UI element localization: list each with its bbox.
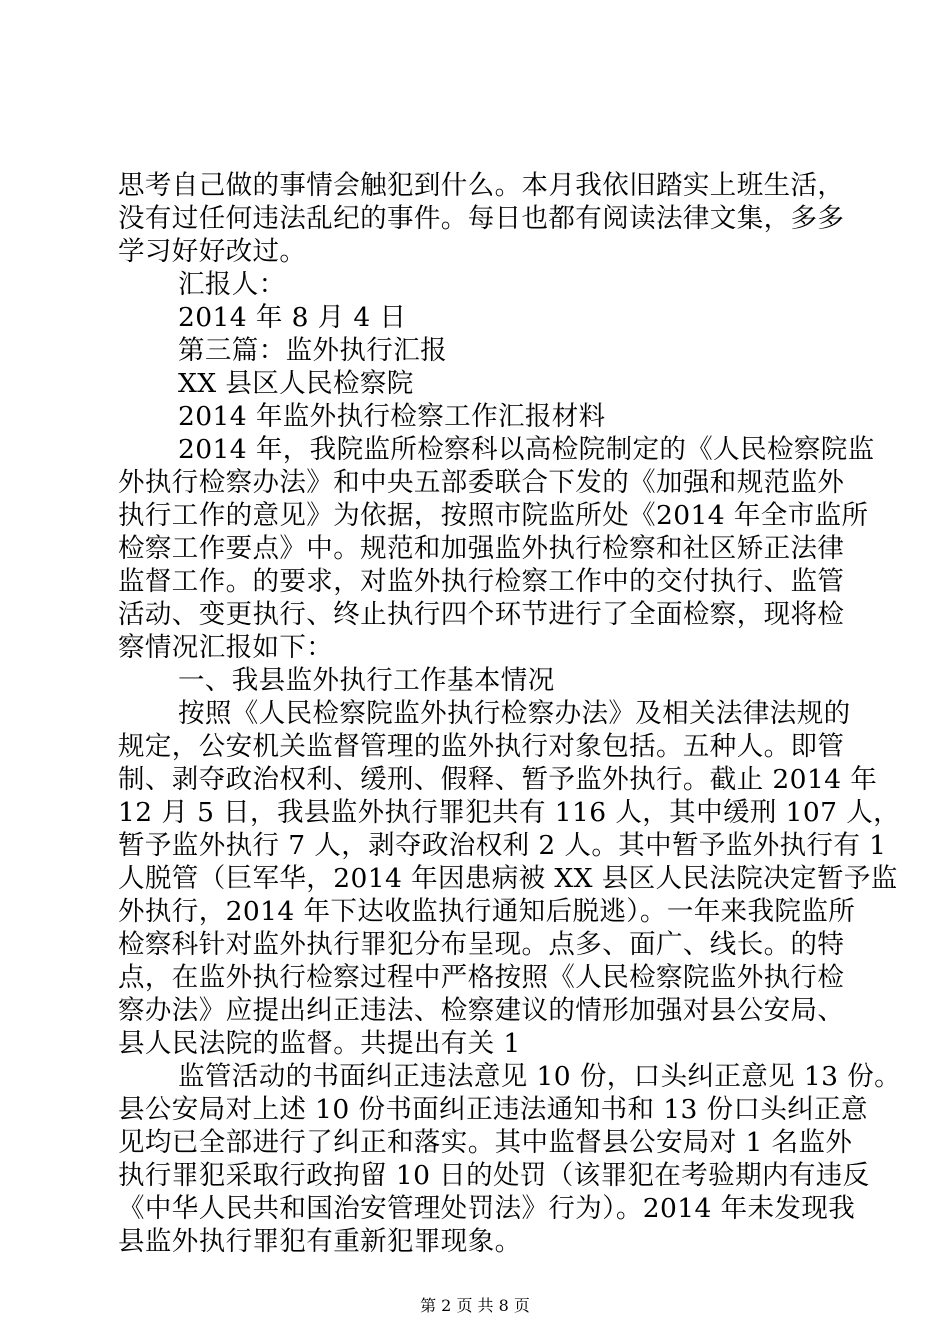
report-date: 2014 年 8 月 4 日 <box>178 302 407 333</box>
text-line: 外执行，2014 年下达收监执行通知后脱逃）。一年来我院监所 <box>118 896 856 927</box>
organization-name: XX 县区人民检察院 <box>178 368 414 399</box>
page-number-footer: 第 2 页 共 8 页 <box>420 1296 530 1315</box>
text-line: 外执行检察办法》和中央五部委联合下发的《加强和规范监外 <box>118 467 845 498</box>
text-line: 学习好好改过。 <box>118 236 307 267</box>
text-line: 察办法》应提出纠正违法、检察建议的情形加强对县公安局、 <box>118 995 845 1026</box>
signature-label: 汇报人： <box>178 269 286 300</box>
text-line: 检察工作要点》中。规范和加强监外执行检察和社区矫正法律 <box>118 533 845 564</box>
text-line: 执行罪犯采取行政拘留 10 日的处罚（该罪犯在考验期内有违反 <box>118 1160 870 1191</box>
text-line: 没有过任何违法乱纪的事件。每日也都有阅读法律文集，多多 <box>118 203 845 234</box>
text-line: 见均已全部进行了纠正和落实。其中监督县公安局对 1 名监外 <box>118 1127 853 1158</box>
text-line: 监管活动的书面纠正违法意见 10 份，口头纠正意见 13 份。 <box>178 1061 902 1092</box>
text-line: 执行工作的意见》为依据，按照市院监所处《2014 年全市监所 <box>118 500 869 531</box>
text-line: 思考自己做的事情会触犯到什么。本月我依旧踏实上班生活， <box>118 170 845 201</box>
text-line: 检察科针对监外执行罪犯分布呈现。点多、面广、线长。的特 <box>118 929 845 960</box>
text-line: 暂予监外执行 7 人，剥夺政治权利 2 人。其中暂予监外执行有 1 <box>118 830 887 861</box>
text-line: 县人民法院的监督。共提出有关 1 <box>118 1028 521 1059</box>
text-line: 规定，公安机关监督管理的监外执行对象包括。五种人。即管 <box>118 731 845 762</box>
text-line: 按照《人民检察院监外执行检察办法》及相关法律法规的 <box>178 698 851 729</box>
text-line: 点，在监外执行检察过程中严格按照《人民检察院监外执行检 <box>118 962 845 993</box>
text-line: 《中华人民共和国治安管理处罚法》行为）。2014 年未发现我 <box>118 1193 856 1224</box>
text-line: 监督工作。的要求，对监外执行检察工作中的交付执行、监管 <box>118 566 845 597</box>
report-title: 2014 年监外执行检察工作汇报材料 <box>178 401 606 432</box>
section-heading: 第三篇：监外执行汇报 <box>178 335 447 366</box>
text-line: 12 月 5 日，我县监外执行罪犯共有 116 人，其中缓刑 107 人， <box>118 797 901 828</box>
text-line: 人脱管（巨军华，2014 年因患病被 XX 县区人民法院决定暂予监 <box>118 863 898 894</box>
text-line: 县监外执行罪犯有重新犯罪现象。 <box>118 1226 522 1257</box>
subsection-heading: 一、我县监外执行工作基本情况 <box>178 665 555 696</box>
text-line: 2014 年，我院监所检察科以高检院制定的《人民检察院监 <box>178 434 875 465</box>
text-line: 县公安局对上述 10 份书面纠正违法通知书和 13 份口头纠正意 <box>118 1094 868 1125</box>
text-line: 察情况汇报如下： <box>118 632 334 663</box>
text-line: 制、剥夺政治权利、缓刑、假释、暂予监外执行。截止 2014 年 <box>118 764 878 795</box>
text-line: 活动、变更执行、终止执行四个环节进行了全面检察，现将检 <box>118 599 845 630</box>
